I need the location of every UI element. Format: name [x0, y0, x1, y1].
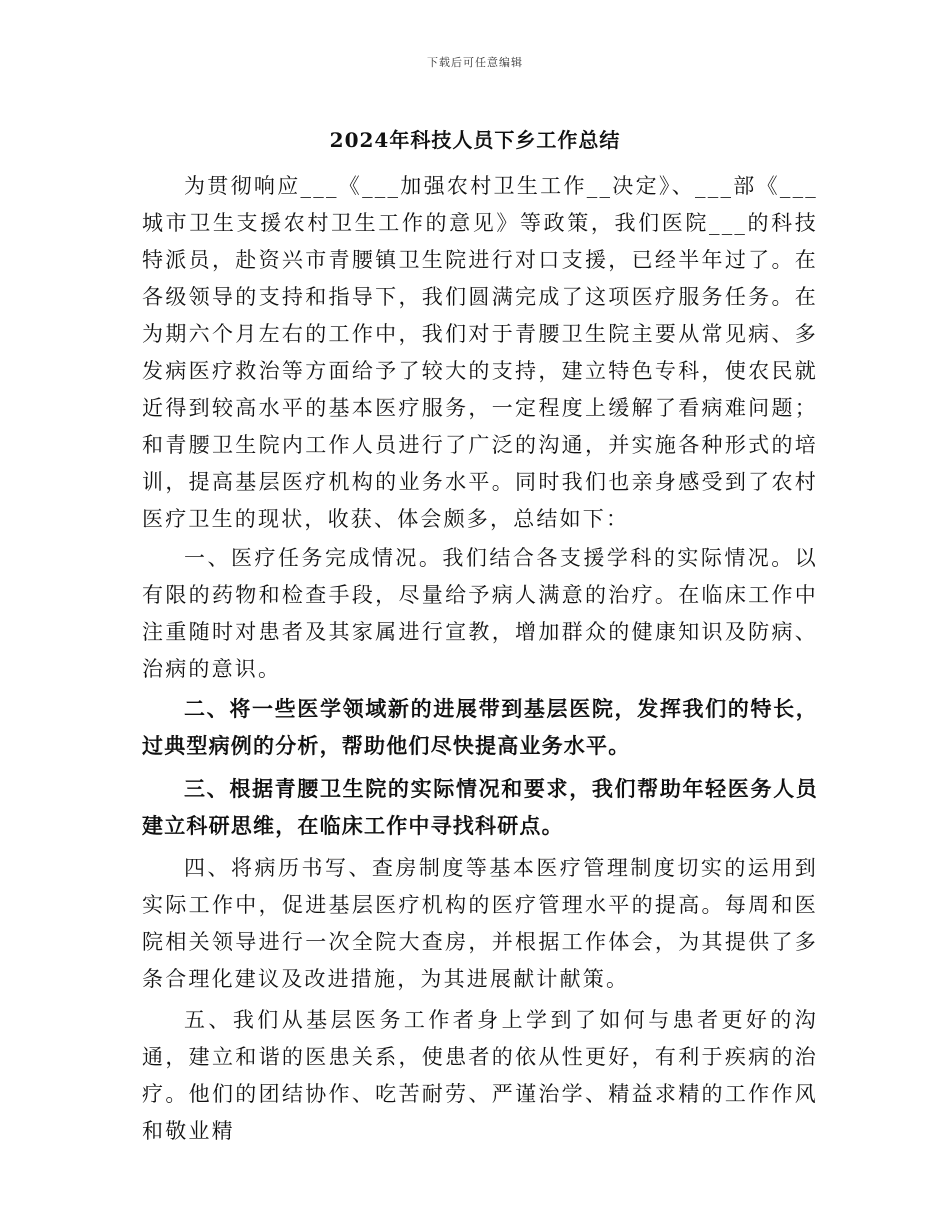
header-note: 下载后可任意编辑 — [427, 56, 523, 69]
paragraph-section-4: 四、将病历书写、查房制度等基本医疗管理制度切实的运用到实际工作中，促进基层医疗机构的医疗管理水平的提高。每周和医院相关领导进行一次全院大查房，并根据工作体会，为其提供了多条合理化建议及改进措施，为其进展献计献策。 — [142, 856, 818, 991]
paragraph-section-1: 一、医疗任务完成情况。我们结合各支援学科的实际情况。以有限的药物和检查手段，尽量给予病人满意的治疗。在临床工作中注重随时对患者及其家属进行宣教，增加群众的健康知识及防病、治病的意识。 — [142, 546, 818, 681]
document-title: 2024年科技人员下乡工作总结 — [329, 128, 621, 152]
document-body — [142, 168, 818, 1152]
paragraph-section-3: 三、根据青腰卫生院的实际情况和要求，我们帮助年轻医务人员建立科研思维，在临床工作中寻找科研点。 — [142, 776, 818, 838]
paragraph-section-5: 五、我们从基层医务工作者身上学到了如何与患者更好的沟通，建立和谐的医患关系，使患者的依从性更好，有利于疾病的治疗。他们的团结协作、吃苦耐劳、严谨治学、精益求精的工作作风和敬业精 — [142, 1008, 818, 1143]
paragraph-section-2: 二、将一些医学领域新的进展带到基层医院，发挥我们的特长，过典型病例的分析，帮助他们尽快提高业务水平。 — [142, 696, 818, 758]
paragraph-intro: 为贯彻响应___《___加强农村卫生工作__决定》、___部《___城市卫生支援农村卫生工作的意见》等政策，我们医院___的科技特派员，赴资兴市青腰镇卫生院进行对口支援，已经半年过了。在各级领导的支持和指导下，我们圆满完成了这项医疗服务任务。在为期六个月左右的工作中，我们对于青腰卫生院主要从常见病、多发病医疗救治等方面给予了较大的支持，建立特色专科，使农民就近得到较高水平的基本医疗服务，一定程度上缓解了看病难问题；和青腰卫生院内工作人员进行了广泛的沟通，并实施各种形式的培训，提高基层医疗机构的业务水平。同时我们也亲身感受到了农村医疗卫生的现状，收获、体会颇多，总结如下： — [142, 174, 818, 531]
